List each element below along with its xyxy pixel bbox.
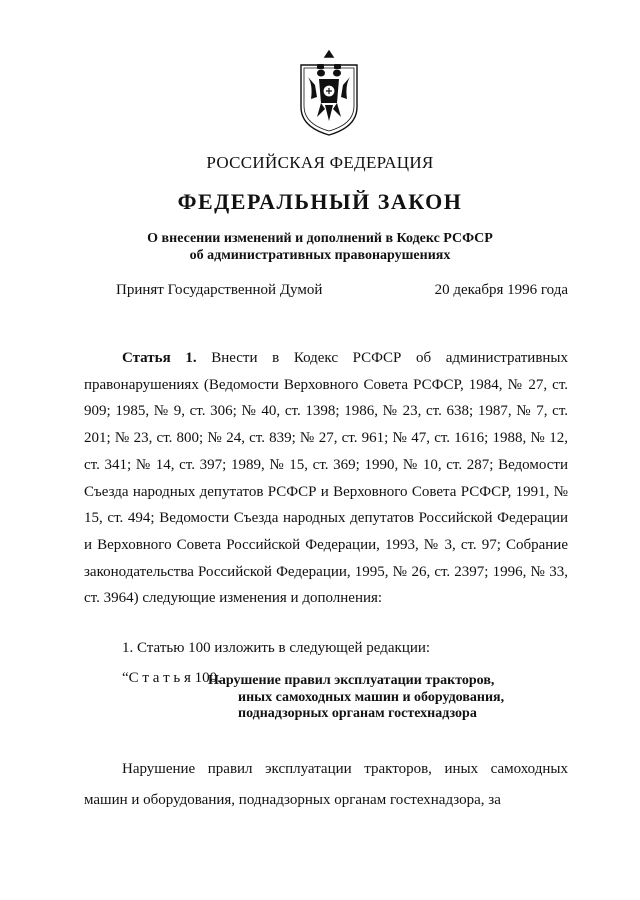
article-100-title-line-3: поднадзорных органам гостехнадзора (238, 706, 477, 721)
article-100-paragraph: Нарушение правил эксплуатации тракторов, иных самоходных машин и оборудования, поднадзорных органам гостехнадзора, за (84, 761, 568, 808)
article-100-title (208, 673, 504, 723)
article-100-title-line-1: Нарушение правил эксплуатации тракторов, (208, 673, 495, 688)
law-type-heading: ФЕДЕРАЛЬНЫЙ ЗАКОН (177, 189, 463, 214)
adopted-date: 20 декабря 1996 года (434, 282, 568, 298)
law-subject-line-2: об административных правонарушениях (189, 248, 451, 263)
coat-of-arms-icon (295, 47, 363, 137)
article-100-title-line-2: иных самоходных машин и оборудования, (238, 689, 505, 705)
article-1-label: Статья 1. (122, 350, 197, 366)
article-1 (84, 345, 568, 612)
country-heading: РОССИЙСКАЯ ФЕДЕРАЦИЯ (206, 153, 434, 172)
article-100-label: “С т а т ь я 100. (122, 670, 221, 686)
law-subject (0, 230, 640, 264)
adopted-by: Принят Государственной Думой (116, 282, 323, 298)
article-1-text: Внести в Кодекс РСФСР об административных правонарушениях (Ведомости Верховного Совета РСФСР, 1984, № 27, ст. 909; 1985, № 9, ст. 306; № 40, ст. 1398; 1986, № 23, ст. 638; 1987, № 7, ст. 201; № 23, ст. 800; № 24, ст. 839; № 27, ст. 961; № 47, ст. 1616; 1988, № 12, ст. 341; № 14, ст. 397; 1989, № 15, ст. 369; 1990, № 10, ст. 287; Ведомости Съезда народных депутатов РСФСР и Верховного Совета РСФСР, 1991, № 15, ст. 494; Ведомости Съезда народных депутатов Российской Федерации и Верховного Совета Российской Федерации, 1993, № 3, ст. 97; Собрание законодательства Российской Федерации, 1995, № 26, ст. 2397; 1996, № 33, ст. 3964) следующие изменения и дополнения: (84, 350, 569, 607)
item-1: 1. Статью 100 изложить в следующей редакции: (122, 640, 431, 656)
law-subject-line-1: О внесении изменений и дополнений в Кодекс РСФСР (147, 231, 493, 246)
